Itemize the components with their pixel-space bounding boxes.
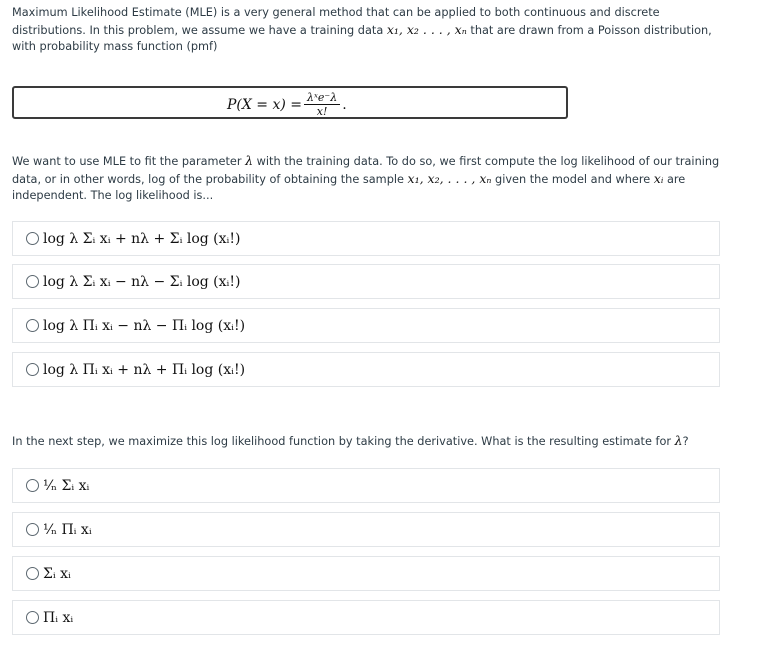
pmf-fraction <box>304 92 340 117</box>
pmf-formula-box <box>12 86 568 119</box>
pmf-trail: . <box>342 96 347 113</box>
radio-button[interactable] <box>26 275 39 288</box>
question1-line-1: We want to use MLE to fit the parameter λ with the training data. To do so, we first compute the log likelihood of our training <box>12 153 720 168</box>
radio-button[interactable] <box>26 479 39 492</box>
sample-notation: x₁, x₂ . . . , xₙ <box>386 21 467 37</box>
pmf-lhs: P(X = x) = <box>227 96 303 113</box>
q2-option-2-label: ¹⁄ₙ Πᵢ xᵢ <box>43 521 92 538</box>
q2-option-4[interactable] <box>12 600 720 635</box>
q1-option-3[interactable] <box>12 308 720 343</box>
lambda-symbol: λ <box>674 433 683 448</box>
intro-line-1: Maximum Likelihood Estimate (MLE) is a very general method that can be applied to both continuous and discrete <box>12 6 660 19</box>
question1-paragraph <box>12 153 772 205</box>
q2-option-4-label: Πᵢ xᵢ <box>43 609 74 626</box>
q2-option-1-label: ¹⁄ₙ Σᵢ xᵢ <box>43 477 90 494</box>
q1-option-4[interactable] <box>12 352 720 387</box>
radio-button[interactable] <box>26 232 39 245</box>
q1-option-2[interactable] <box>12 264 720 299</box>
question1-line-3: independent. The log likelihood is... <box>12 189 214 203</box>
intro-line-3: with probability mass function (pmf) <box>12 40 218 54</box>
radio-button[interactable] <box>26 363 39 376</box>
q2-option-3-label: Σᵢ xᵢ <box>43 565 71 582</box>
q1-option-2-label: log λ Σᵢ xᵢ − nλ − Σᵢ log (xᵢ!) <box>43 273 241 290</box>
intro-paragraph <box>12 5 772 56</box>
q1-option-3-label: log λ Πᵢ xᵢ − nλ − Πᵢ log (xᵢ!) <box>43 317 246 334</box>
q2-option-2[interactable] <box>12 512 720 547</box>
q2-option-1[interactable] <box>12 468 720 503</box>
intro-line-2: distributions. In this problem, we assume we have a training data x₁, x₂ . . . , xₙ that are drawn from a Poisson distribution, <box>12 21 712 37</box>
pmf-numerator: λˣe⁻λ <box>307 91 338 104</box>
q1-option-1[interactable] <box>12 221 720 256</box>
lambda-symbol: λ <box>245 153 254 168</box>
radio-button[interactable] <box>26 567 39 580</box>
question1-line-2: data, or in other words, log of the probability of obtaining the sample x₁, x₂, . . . , xₙ given the model and where xᵢ are <box>12 170 686 186</box>
pmf-formula <box>227 88 347 121</box>
question2-text: In the next step, we maximize this log likelihood function by taking the derivative. What is the resulting estimate for λ? <box>12 433 689 448</box>
radio-button[interactable] <box>26 319 39 332</box>
radio-button[interactable] <box>26 523 39 536</box>
pmf-denominator: x! <box>316 105 328 118</box>
q1-option-1-label: log λ Σᵢ xᵢ + nλ + Σᵢ log (xᵢ!) <box>43 230 241 247</box>
radio-button[interactable] <box>26 611 39 624</box>
q1-option-4-label: log λ Πᵢ xᵢ + nλ + Πᵢ log (xᵢ!) <box>43 361 246 378</box>
q2-option-3[interactable] <box>12 556 720 591</box>
